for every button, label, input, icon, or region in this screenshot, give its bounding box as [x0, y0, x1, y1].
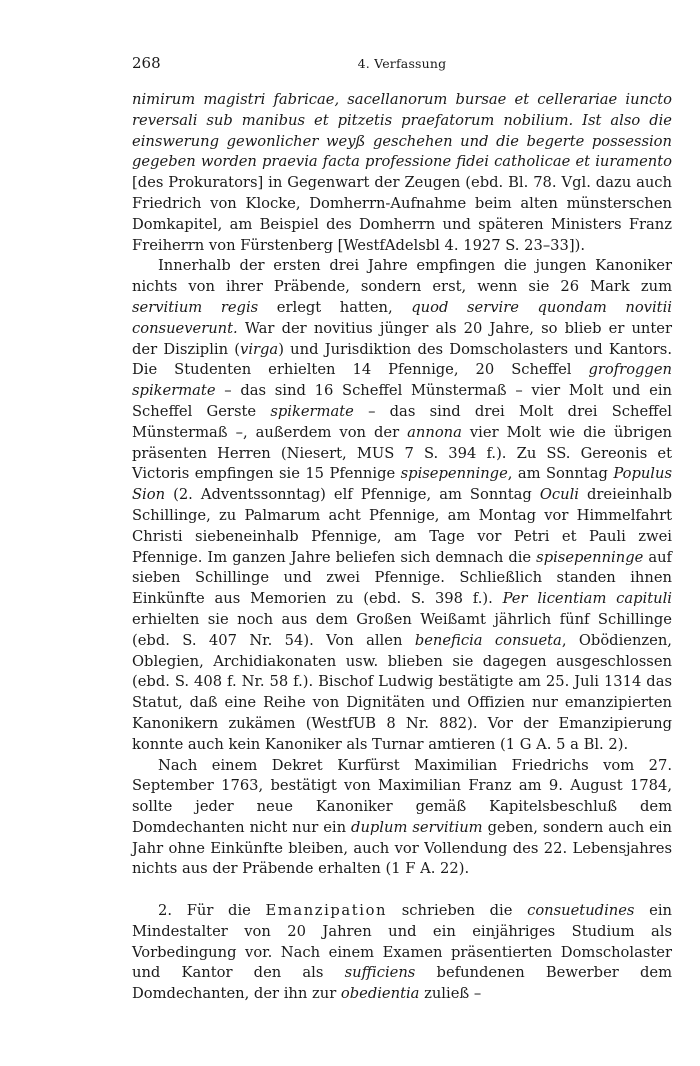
text-run: – das sind 16 Scheffel Münstermaß – vier Molt und ein Scheffel Gerste	[132, 382, 672, 420]
text-run: (2. Adventssonntag) elf Pfennige, am Sonntag	[165, 486, 540, 504]
italic-text: Populus Sion	[132, 465, 672, 504]
italic-text: virga	[240, 340, 279, 358]
paragraph	[132, 256, 672, 755]
text-run: ein Mindestalter von 20 Jahren und ein einjähriges Studium als Vorbedingung vor. Nach einem Examen präsentierten Domscholaster und Kantor den als	[132, 902, 672, 982]
italic-text: sufficiens	[344, 964, 416, 982]
running-head: 4. Verfassung	[357, 56, 447, 71]
text-run: geben, sondern auch ein Jahr ohne Einkünfte bleiben, auch vor Vollendung des 22. Lebensjahres nichts aus der Präbende erhalten (1 F A. 22).	[132, 818, 673, 878]
text-run: – das sind drei Molt drei Scheffel Münstermaß –, außerdem von der	[132, 402, 672, 441]
text-run: befundenen Bewerber dem Domdechanten, der ihn zur	[132, 964, 672, 1003]
text-run: , Obödienzen, Oblegien, Archidiakonaten usw. blieben sie dagegen ausgeschlossen (ebd. S. 408 f. Nr. 58 f.). Bischof Ludwig bestätigte am 25. Juli 1314 das Statut, daß eine Reihe von Dignitäten und Offizien nur emanzipierten Kanonikern zukämen (WestfUB 8 Nr. 882). Vor der Emanzipierung konnte auch kein Kanoniker als Turnar amtieren (1 G A. 5 a Bl. 2).	[132, 631, 672, 753]
text-run: , am Sonntag	[507, 465, 614, 483]
italic-text: spisepenninge	[400, 465, 508, 483]
text-run: schrieben die	[387, 902, 528, 920]
body-text	[132, 90, 672, 1005]
paragraph	[132, 901, 672, 1005]
paragraph	[132, 90, 672, 256]
italic-text: servitium regis	[132, 298, 259, 316]
text-run: Innerhalb der ersten drei Jahre empfingen die jungen Kanoniker nichts von ihrer Präbende, sondern erst, wenn sie 26 Mark zum	[132, 257, 672, 296]
text-run: erlegt hatten,	[258, 298, 412, 316]
text-run: vier Molt wie die übrigen präsenten Herren (Niesert, MUS 7 S. 394 f.). Zu SS. Gereonis et Victoris empfingen sie 15 Pfennige	[132, 423, 672, 483]
text-run: 2. Für die	[158, 902, 266, 920]
text-run: zuließ –	[419, 985, 482, 1003]
page-header	[132, 54, 672, 76]
page-number: 268	[132, 54, 161, 72]
italic-text: duplum servitium	[351, 818, 483, 836]
paragraph	[132, 756, 672, 881]
text-run: ) und Jurisdiktion des Domscholasters und Kantors. Die Studenten erhielten 14 Pfennige, 20 Scheffel	[132, 340, 673, 379]
book-page	[132, 54, 672, 1005]
spaced-text: Emanzipation	[265, 902, 388, 920]
italic-text: Oculi	[539, 486, 579, 504]
text-run: [des Prokurators] in Gegenwart der Zeugen (ebd. Bl. 78. Vgl. dazu auch Friedrich von Klocke, Domherrn-Aufnahme beim alten münsterschen Domkapitel, am Beispiel des Domherrn und späteren Ministers Franz Freiherrn von Fürstenberg [WestfAdelsbl 4. 1927 S. 23–33]).	[132, 174, 672, 254]
text-run: auf sieben Schillinge und zwei Pfennige. Schließlich standen ihnen Einkünfte aus Memorien zu (ebd. S. 398 f.).	[132, 548, 672, 608]
italic-text: Per licentiam capituli	[502, 590, 673, 608]
text-run: War der novitius jünger als 20 Jahre, so blieb er unter der Disziplin (	[132, 319, 672, 358]
italic-text: obedientia	[340, 985, 420, 1003]
text-run: Nach einem Dekret Kurfürst Maximilian Friedrichs vom 27. September 1763, bestätigt von Maximilian Franz am 9. August 1784, sollte jeder neue Kanoniker gemäß Kapitelsbeschluß dem Domdechanten nicht nur ein	[132, 756, 672, 836]
text-run: erhielten sie noch aus dem Großen Weißamt jährlich fünf Schillinge (ebd. S. 407 Nr. 54). Von allen	[132, 610, 672, 649]
italic-text: spikermate	[270, 402, 354, 420]
italic-text: beneficia consueta	[414, 631, 562, 649]
italic-text: consuetudines	[527, 902, 635, 920]
italic-text: grofroggen spikermate	[132, 361, 672, 400]
text-run: dreieinhalb Schillinge, zu Palmarum acht Pfennige, am Montag vor Himmelfahrt Christi siebeneinhalb Pfennige, am Tage vor Petri et Pauli zwei Pfennige. Im ganzen Jahre beliefen sich demnach die	[132, 486, 672, 566]
italic-text: annona	[407, 423, 462, 441]
italic-text: nimirum magistri fabricae, sacellanorum bursae et cellerariae iuncto reversali sub manibus et pitzetis praefatorum nobilium. Ist also die einswerung gewonlicher weyß geschehen und die begerte possession gegeben worden praevia facta professione fidei catholicae et iuramento	[132, 91, 672, 171]
italic-text: spisepenninge	[536, 548, 644, 566]
italic-text: quod servire quondam novitii consueverunt.	[132, 298, 672, 337]
